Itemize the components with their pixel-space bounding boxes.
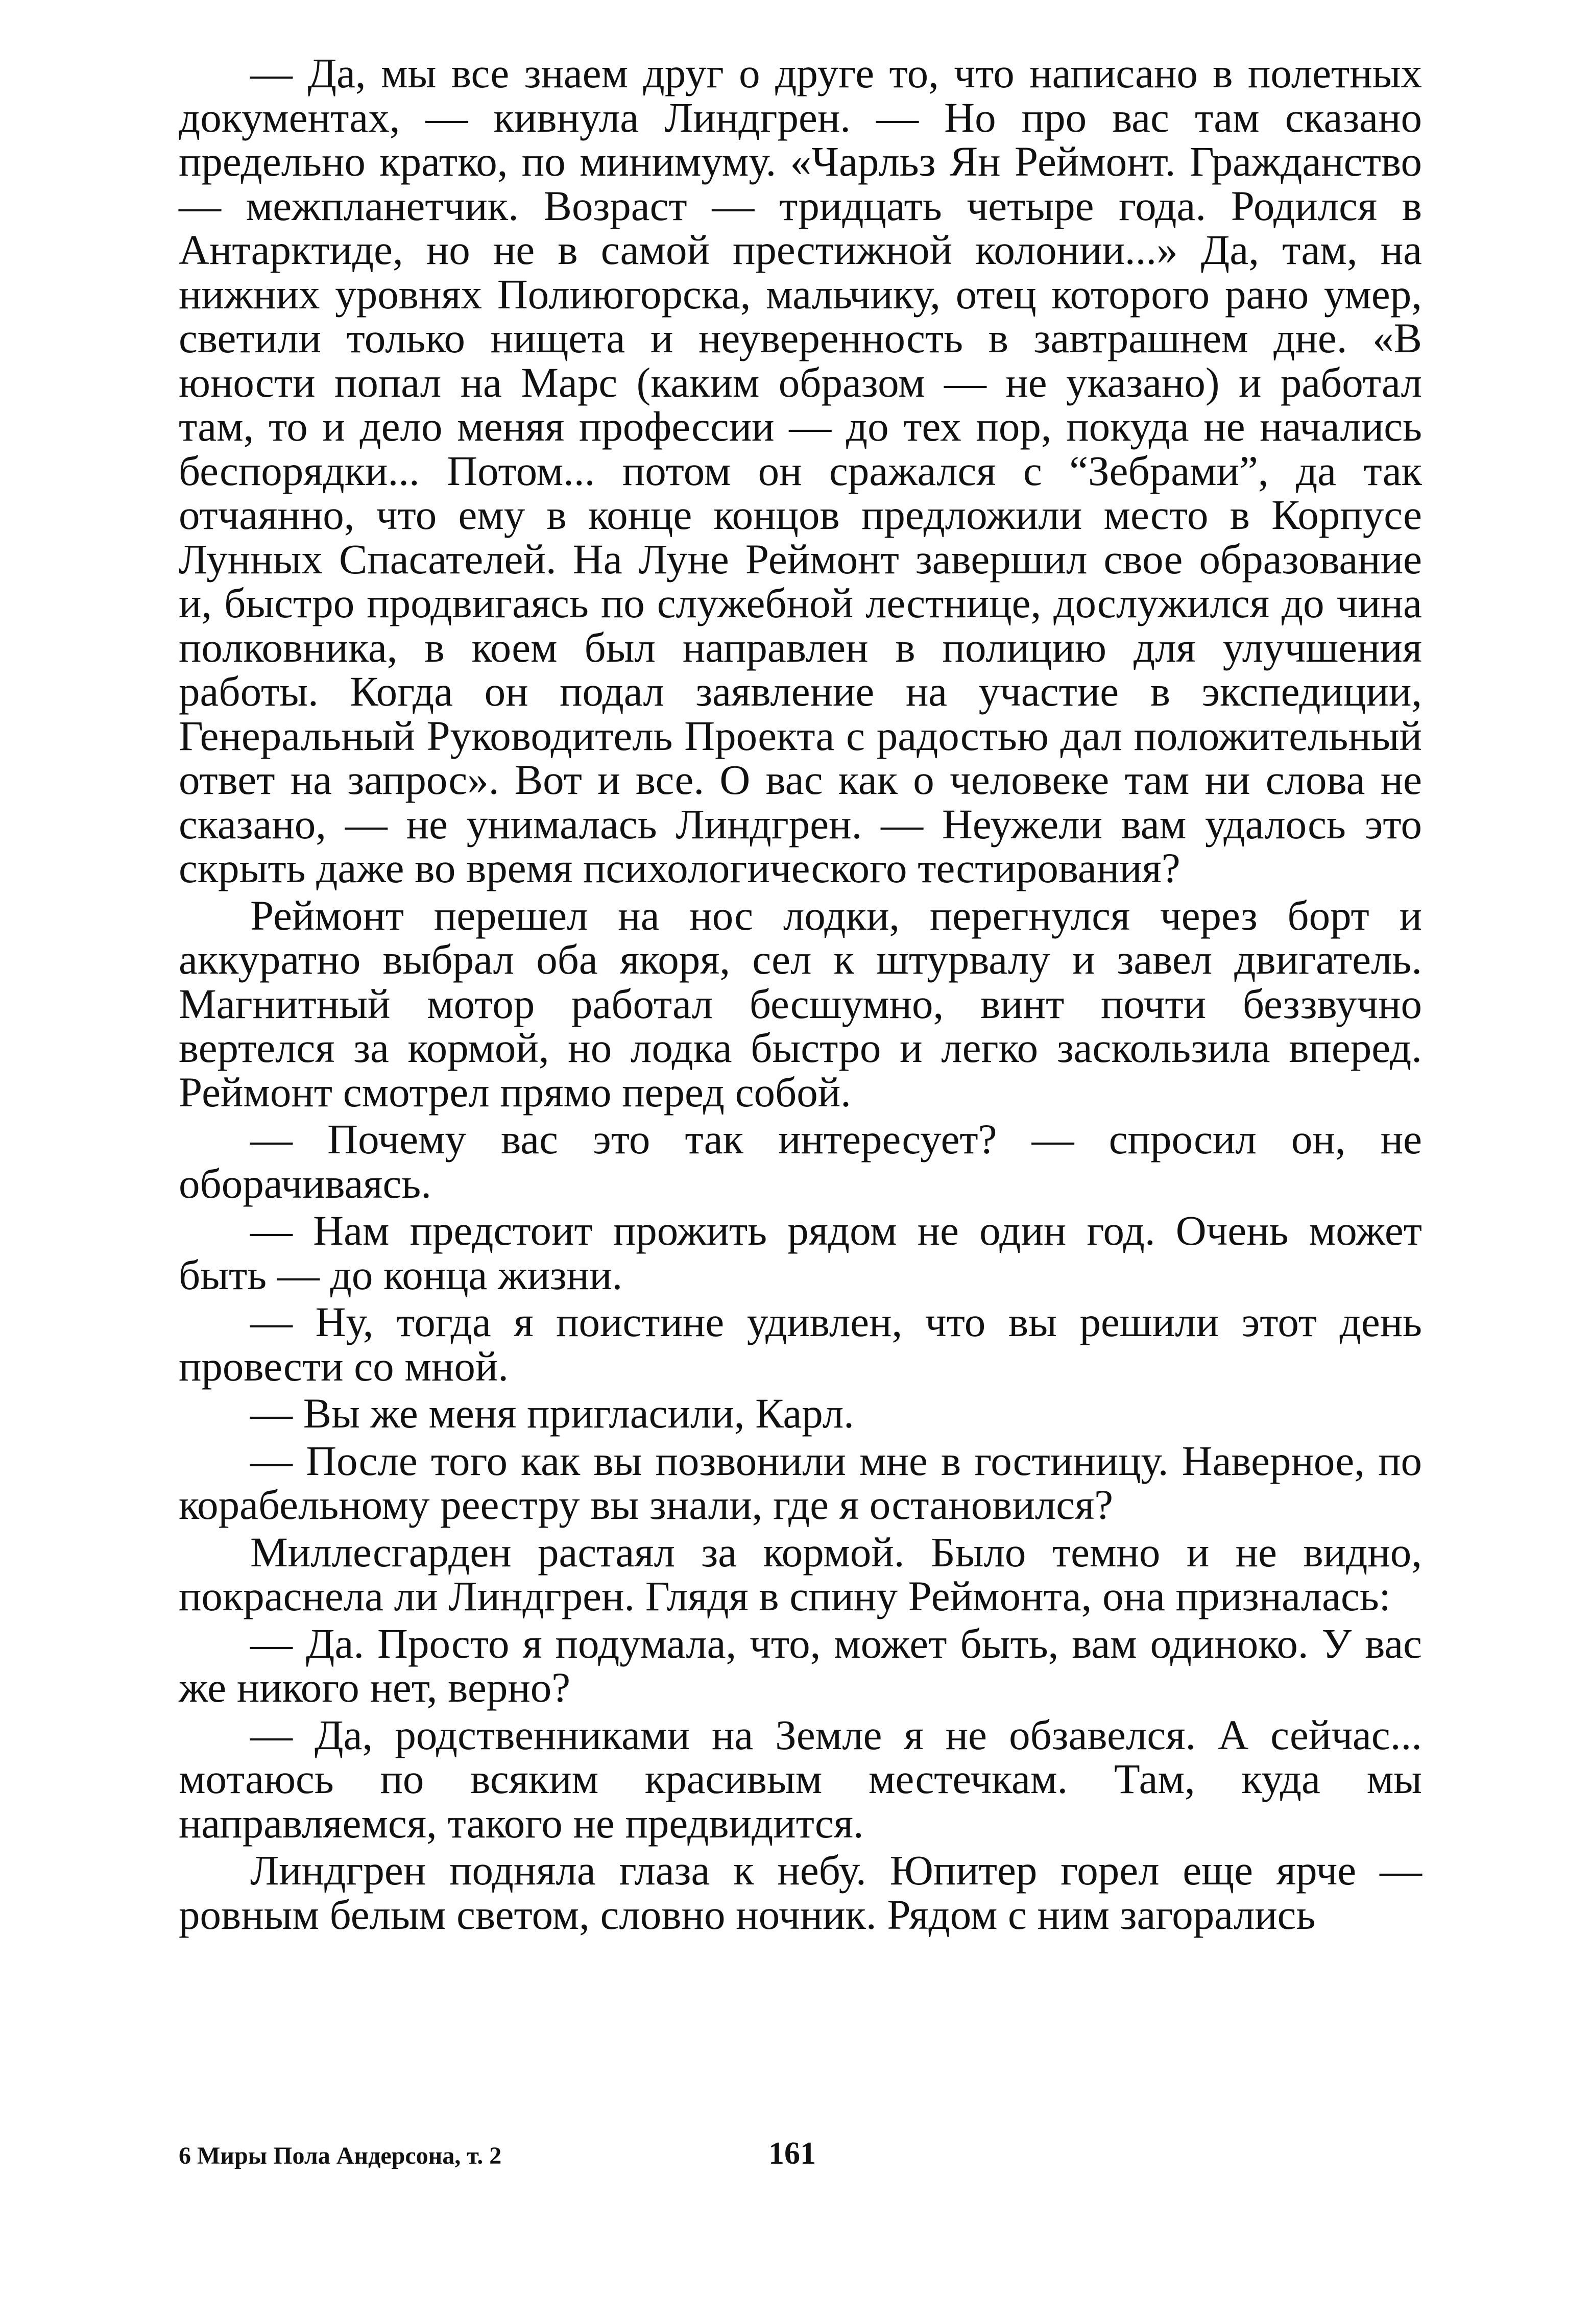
paragraph-8: Миллесгарден растаял за кормой. Было темно и не видно, покраснела ли Линдгрен. Глядя в спину Реймонта, она призналась:: [179, 1528, 1422, 1619]
paragraph-2: Реймонт перешел на нос лодки, перегнулся через борт и аккуратно выбрал оба якоря, сел к штурвалу и завел двигатель. Магнитный мотор работал бесшумно, винт почти беззвучно вертелся за кормой, но лодка быстро и легко заскользила вперед. Реймонт смотрел прямо перед собой.: [179, 891, 1422, 1116]
paragraph-4: — Нам предстоит прожить рядом не один год. Очень может быть — до конца жизни.: [179, 1207, 1422, 1298]
paragraph-7: — После того как вы позвонили мне в гостиницу. Наверное, по корабельному реестру вы знали, где я остановился?: [179, 1437, 1422, 1528]
page-number: 161: [768, 2136, 816, 2171]
paragraph-9: — Да. Просто я подумала, что, может быть, вам одиноко. У вас же никого нет, верно?: [179, 1619, 1422, 1711]
main-text: [179, 51, 1422, 1940]
paragraph-10: — Да, родственниками на Земле я не обзавелся. А сейчас... мотаюсь по всяким красивым местечкам. Там, куда мы направляемся, такого не предвидится.: [179, 1711, 1422, 1847]
paragraph-3: — Почему вас это так интересует? — спросил он, не оборачиваясь.: [179, 1116, 1422, 1207]
paragraph-6: — Вы же меня пригласили, Карл.: [250, 1390, 854, 1437]
paragraph-1: — Да, мы все знаем друг о друге то, что написано в полетных документах, — кивнула Линдгрен. — Но про вас там сказано предельно кратко, по минимуму. «Чарльз Ян Реймонт. Гражданство — межпланетчик. Возраст — тридцать четыре года. Родился в Антарктиде, но не в самой престижной колонии...» Да, там, на нижних уровнях Полиюгорска, мальчику, отец которого рано умер, светили только нищета и неуверенность в завтрашнем дне. «В юности попал на Марс (каким образом — не указано) и работал там, то и дело меняя профессии — до тех пор, покуда не начались беспорядки... Потом... потом он сражался с “Зебрами”, да так отчаянно, что ему в конце концов предложили место в Корпусе Лунных Спасателей. На Луне Реймонт завершил свое образование и, быстро продвигаясь по служебной лестнице, дослужился до чина полковника, в коем был направлен в полицию для улучшения работы. Когда он подал заявление на участие в экспедиции, Генеральный Руководитель Проекта с радостью дал положительный ответ на запрос». Вот и все. О вас как о человеке там ни слова не сказано, — не унималась Линдгрен. — Неужели вам удалось это скрыть даже во время психологического тестирования?: [179, 50, 1422, 891]
printer-signature: 6 Миры Пола Андерсона, т. 2: [179, 2142, 502, 2169]
paragraph-5: — Ну, тогда я поистине удивлен, что вы решили этот день провести со мной.: [179, 1298, 1422, 1390]
paragraph-11: Линдгрен подняла глаза к небу. Юпитер горел еще ярче — ровным белым светом, словно ночник. Рядом с ним загорались: [179, 1847, 1422, 1938]
page-footer: [179, 2136, 1422, 2183]
